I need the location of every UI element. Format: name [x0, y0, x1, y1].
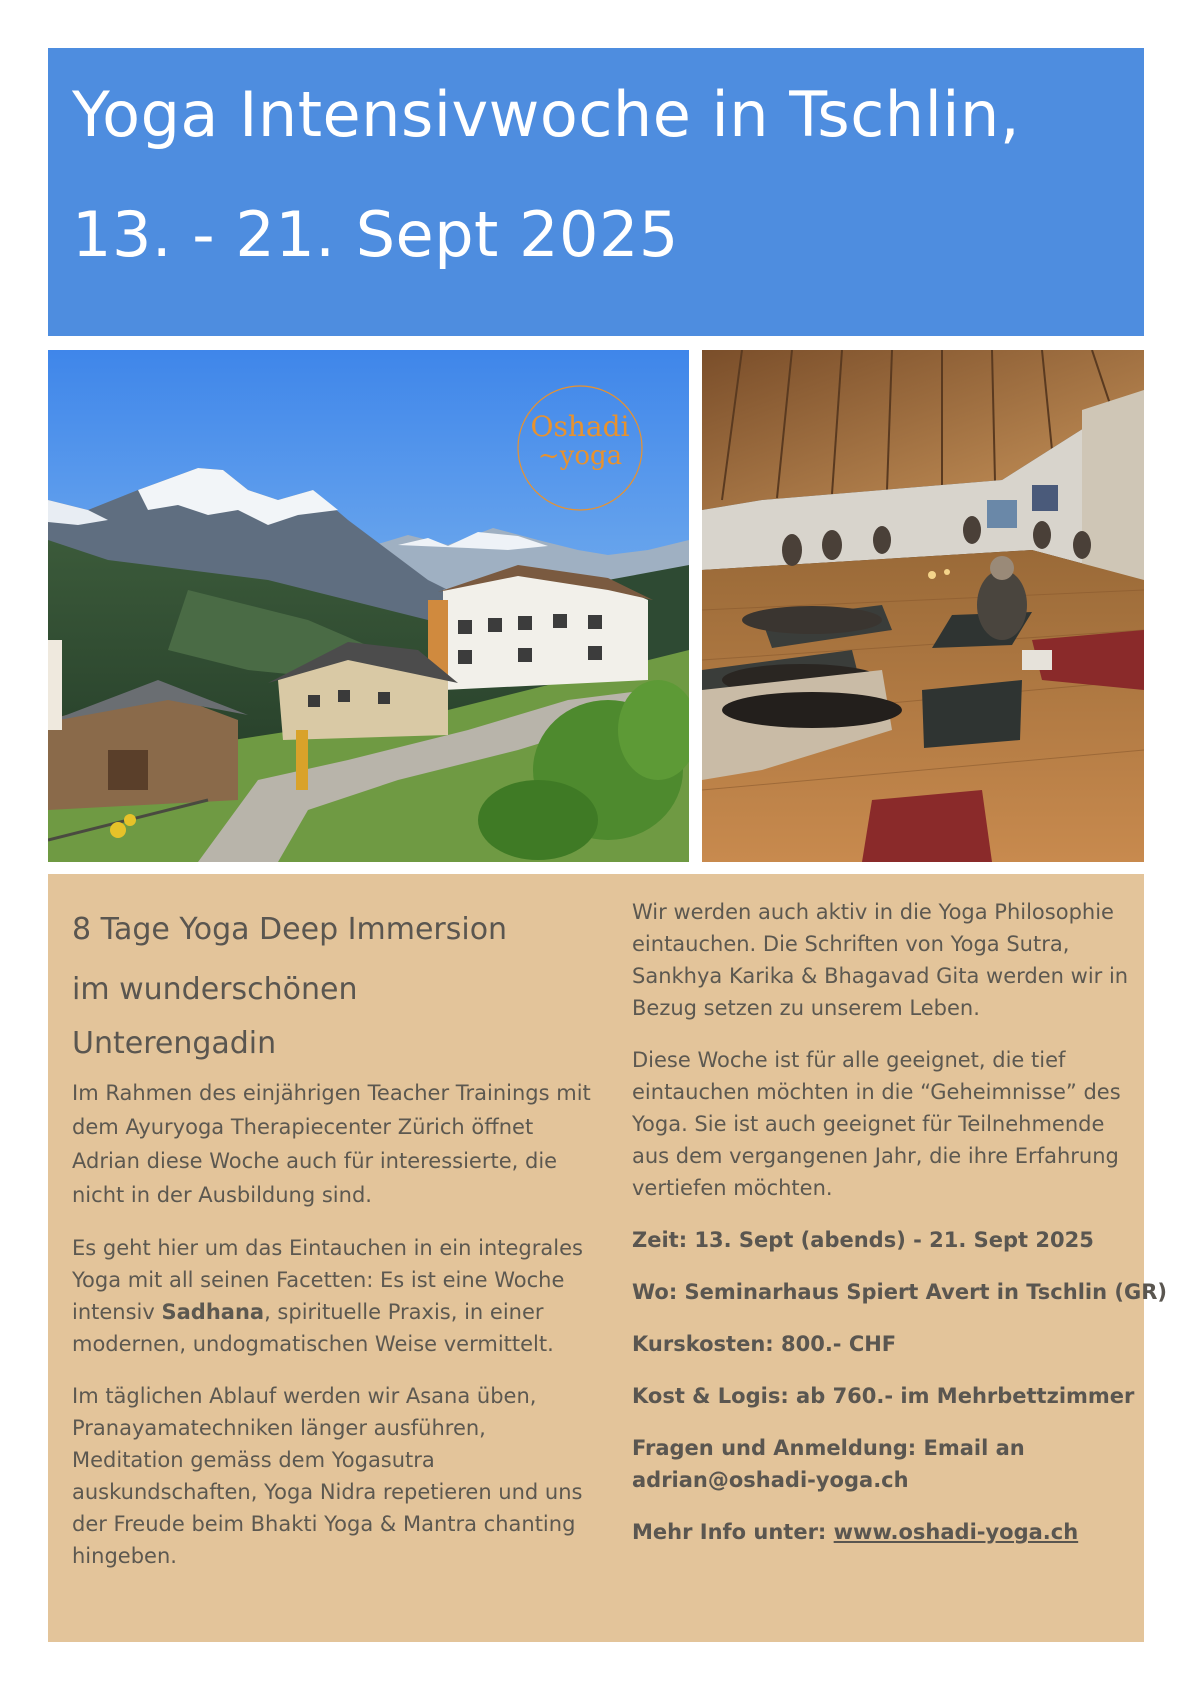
audience-paragraph: Diese Woche ist für alle geeignet, die tief eintauchen möchten in die “Geheimnisse” des Yoga. Sie ist auch geeignet für Teilnehmende aus dem vergangenen Jahr, die ihre Erfahrung vertiefen möchten.	[632, 1048, 1121, 1200]
logo-name-line1: Oshadi	[530, 410, 630, 443]
intro-paragraph: Im Rahmen des einjährigen Teacher Trainings mit dem Ayuryoga Therapiecenter Zürich öffnet Adrian diese Woche auch für interessierte, die nicht in der Ausbildung sind.	[72, 1081, 591, 1207]
wo-info: Wo: Seminarhaus Spiert Avert in Tschlin (GR)	[632, 1280, 1167, 1304]
sadhana-term: Sadhana	[161, 1300, 265, 1324]
title-banner	[48, 48, 1144, 336]
zeit-info: Zeit: 13. Sept (abends) - 21. Sept 2025	[632, 1228, 1094, 1252]
right-column	[632, 896, 1167, 1568]
logis-info: Kost & Logis: ab 760.- im Mehrbettzimmer	[632, 1384, 1135, 1408]
page-title-line1: Yoga Intensivwoche in Tschlin,	[72, 78, 1021, 151]
mountain-village-photo	[48, 350, 689, 862]
mehr-info-label: Mehr Info unter:	[632, 1520, 834, 1544]
page-title-line2: 13. - 21. Sept 2025	[72, 198, 679, 271]
website-link[interactable]: www.oshadi-yoga.ch	[833, 1520, 1079, 1544]
subheading-line3: Unterengadin	[72, 1026, 277, 1061]
subheading-line1: 8 Tage Yoga Deep Immersion	[72, 912, 508, 947]
sadhana-paragraph	[72, 1232, 592, 1360]
yoga-hall-photo	[702, 350, 1144, 862]
fragen-info-line1: Fragen und Anmeldung: Email an	[632, 1436, 1025, 1460]
logo-name-line2: ~yoga	[537, 441, 623, 471]
left-column	[72, 900, 592, 1592]
philosophy-paragraph: Wir werden auch aktiv in die Yoga Philosophie eintauchen. Die Schriften von Yoga Sutra, Sankhya Karika & Bhagavad Gita werden wir in Bezug setzen zu unserem Leben.	[632, 900, 1129, 1020]
sadhana-text-after: , spirituelle Praxis, in einer modernen, undogmatischen Weise vermittelt.	[72, 1300, 554, 1356]
content-panel	[48, 874, 1167, 1642]
email-address[interactable]: adrian@oshadi-yoga.ch	[632, 1468, 909, 1492]
sadhana-text-before: Es geht hier um das Eintauchen in ein integrales Yoga mit all seinen Facetten: Es ist eine Woche intensiv	[72, 1236, 583, 1324]
kosten-info: Kurskosten: 800.- CHF	[632, 1332, 897, 1356]
mehr-info	[632, 1516, 1132, 1548]
subheading-line2: im wunderschönen	[72, 972, 358, 1007]
daily-routine-paragraph: Im täglichen Ablauf werden wir Asana üben, Pranayamatechniken länger ausführen, Meditation gemäss dem Yogasutra auskundschaften, Yoga Nidra repetieren und uns der Freude beim Bhakti Yoga & Mantra chanting hingeben.	[72, 1384, 583, 1568]
